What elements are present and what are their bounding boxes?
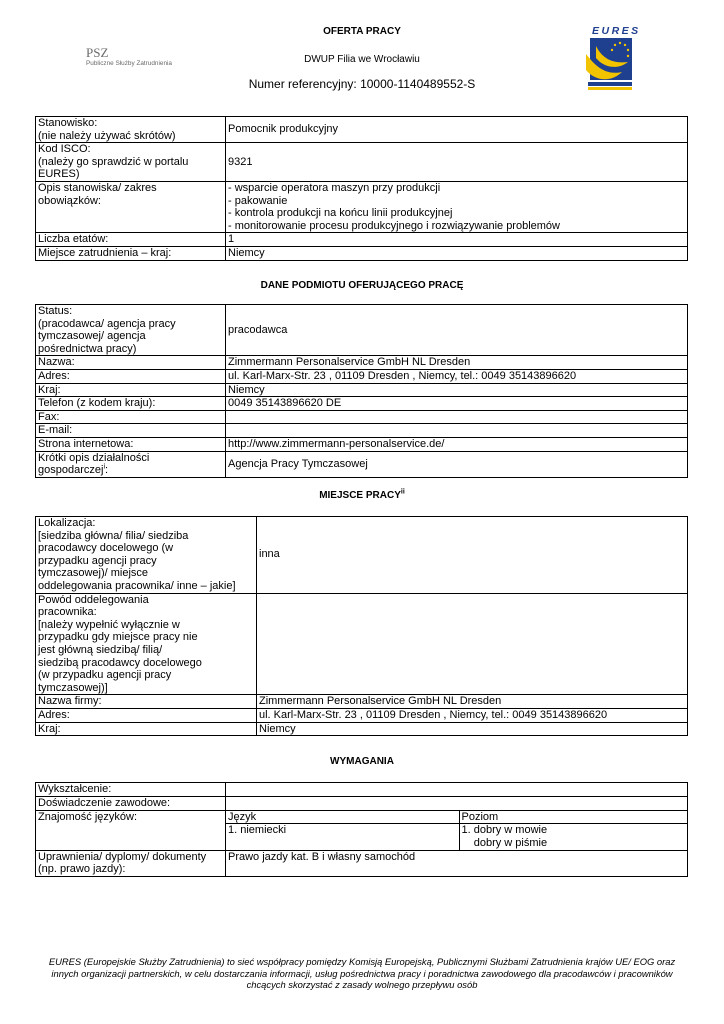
licenses-label: Uprawnienia/ dyplomy/ dokumenty (np. prawo jazdy):	[36, 850, 226, 876]
phone-label: Telefon (z kodem kraju):	[36, 397, 226, 411]
language-level: 1. dobry w mowie dobry w piśmie	[459, 824, 687, 850]
activity-value: Agencja Pracy Tymczasowej	[226, 451, 688, 477]
table-row	[36, 451, 688, 477]
isco-value: 9321	[226, 143, 688, 182]
table-row	[36, 305, 688, 356]
country-label: Miejsce zatrudnienia – kraj:	[36, 246, 226, 260]
address-label: Adres:	[36, 369, 226, 383]
table-row	[36, 117, 688, 143]
positions-label: Liczba etatów:	[36, 233, 226, 247]
table-row	[36, 356, 688, 370]
country-value: Niemcy	[226, 383, 688, 397]
name-label: Nazwa:	[36, 356, 226, 370]
positions-value: 1	[226, 233, 688, 247]
email-label: E-mail:	[36, 424, 226, 438]
endnote-i: i	[103, 463, 105, 471]
psz-logo-text: PSZ	[86, 45, 109, 60]
table-row	[36, 437, 688, 451]
position-label: Stanowisko: (nie należy używać skrótów)	[36, 117, 226, 143]
requirements-table	[35, 782, 688, 877]
workplace-table	[35, 516, 688, 736]
languages-table-cell	[226, 810, 688, 850]
table-row	[36, 708, 688, 722]
endnote-ii: ii	[400, 488, 405, 496]
position-value: Pomocnik produkcyjny	[226, 117, 688, 143]
workplace-section-title: MIEJSCE PRACY$^{ii}$	[319, 488, 405, 501]
company-label: Nazwa firmy:	[36, 695, 257, 709]
languages-table	[226, 811, 687, 850]
experience-label: Doświadczenie zawodowe:	[36, 797, 226, 811]
table-row	[36, 722, 688, 736]
table-row	[36, 424, 688, 438]
table-row	[36, 783, 688, 797]
table-row	[36, 410, 688, 424]
company-value: Zimmermann Personalservice GmbH NL Dresden	[257, 695, 688, 709]
table-row	[36, 797, 688, 811]
language-name: 1. niemiecki	[226, 824, 459, 850]
country-label: Kraj:	[36, 383, 226, 397]
level-header: Poziom	[461, 810, 499, 823]
fax-value	[226, 410, 688, 424]
table-row	[36, 246, 688, 260]
employer-section-title: DANE PODMIOTU OFERUJĄCEGO PRACĘ	[260, 280, 464, 291]
description-label: Opis stanowiska/ zakres obowiązków:	[36, 181, 226, 232]
table-row	[36, 850, 688, 876]
email-value	[226, 424, 688, 438]
page-title: OFERTA PRACY	[323, 26, 401, 37]
branch-name: DWUP Filia we Wrocławiu	[304, 54, 420, 65]
location-value: inna	[257, 517, 688, 594]
job-table	[35, 116, 688, 261]
country-value: Niemcy	[226, 246, 688, 260]
languages-label: Znajomość języków:	[36, 810, 226, 850]
phone-value: 0049 35143896620 DE	[226, 397, 688, 411]
address-label: Adres:	[36, 708, 257, 722]
licenses-value: Prawo jazdy kat. B i własny samochód	[226, 850, 688, 876]
table-row	[36, 233, 688, 247]
address-value: ul. Karl-Marx-Str. 23 , 01109 Dresden , Niemcy, tel.: 0049 35143896620	[226, 369, 688, 383]
country-value: Niemcy	[257, 722, 688, 736]
table-row	[226, 824, 687, 850]
isco-label: Kod ISCO: (należy go sprawdzić w portalu EURES)	[36, 143, 226, 182]
status-value: pracodawca	[226, 305, 688, 356]
fax-label: Fax:	[36, 410, 226, 424]
activity-label: Krótki opis działalności gospodarczej$^i$:	[36, 451, 226, 477]
experience-value	[226, 797, 688, 811]
education-label: Wykształcenie:	[36, 783, 226, 797]
employer-table	[35, 304, 688, 478]
website-value[interactable]: http://www.zimmermann-personalservice.de/	[226, 437, 688, 451]
address-value: ul. Karl-Marx-Str. 23 , 01109 Dresden , Niemcy, tel.: 0049 35143896620	[257, 708, 688, 722]
table-row	[36, 397, 688, 411]
requirements-section-title: WYMAGANIA	[330, 756, 394, 767]
website-label: Strona internetowa:	[36, 437, 226, 451]
reference-number: Numer referencyjny: 10000-1140489552-S	[248, 77, 476, 91]
psz-logo-subtitle: Publiczne Służby Zatrudnienia	[86, 60, 172, 67]
description-value: - wsparcie operatora maszyn przy produkcji - pakowanie - kontrola produkcji na końcu linii produkcyjnej - monitorowanie procesu produkcyjnego i rozwiązywanie problemów	[226, 181, 688, 232]
name-value: Zimmermann Personalservice GmbH NL Dresden	[226, 356, 688, 370]
location-label: Lokalizacja: [siedziba główna/ filia/ siedziba pracodawcy docelowego (w przypadku agencji pracy tymczasowej)/ miejsce oddelegowania pracownika/ inne – jakie]	[36, 517, 257, 594]
table-row	[36, 695, 688, 709]
table-row	[226, 811, 687, 824]
status-label: Status: (pracodawca/ agencja pracy tymczasowej/ agencja pośrednictwa pracy)	[36, 305, 226, 356]
reason-label: Powód oddelegowania pracownika: [należy wypełnić wyłącznie w przypadku gdy miejsce pracy nie jest główną siedzibą/ filią/ siedzibą pracodawcy docelowego (w przypadku agencji pracy tymczasowej)]	[36, 593, 257, 695]
education-value	[226, 783, 688, 797]
language-header: Język	[226, 811, 459, 824]
table-row	[36, 181, 688, 232]
table-row	[36, 810, 688, 850]
table-row	[36, 593, 688, 695]
eures-logo-text: EURES	[592, 25, 641, 37]
footer-note: EURES (Europejskie Służby Zatrudnienia) to sieć współpracy pomiędzy Komisją Europejską, Publicznymi Służbami Zatrudnienia krajów UE/ EOG oraz innych organizacji partnerskich, w celu dostarczania informacji, usług pośrednictwa pracy i poradnictwa zawodowego dla pracodawców i pracowników chcących skorzystać z zasady wolnego przepływu osób	[48, 956, 676, 990]
table-row	[36, 369, 688, 383]
table-row	[36, 383, 688, 397]
table-row	[36, 143, 688, 182]
country-label: Kraj:	[36, 722, 257, 736]
table-row	[36, 517, 688, 594]
reason-value	[257, 593, 688, 695]
